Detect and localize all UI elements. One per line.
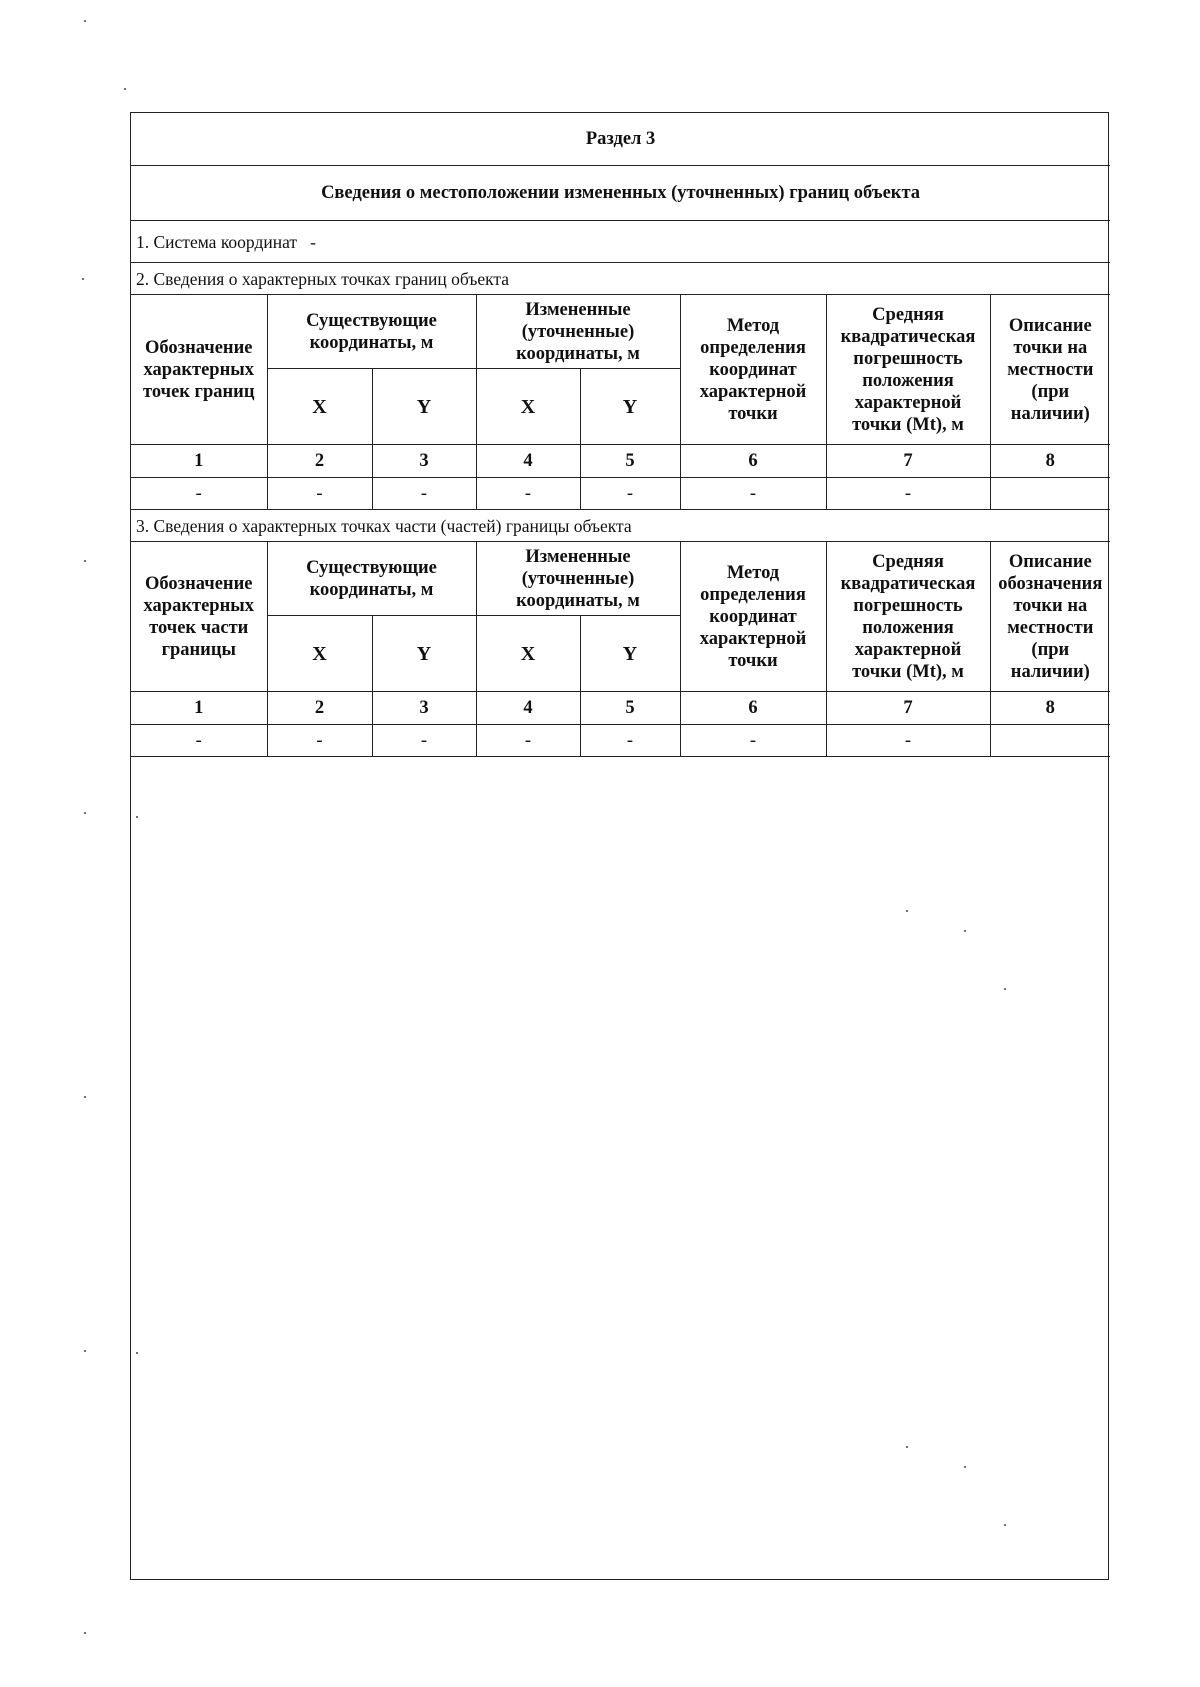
table2-header-method: Метод определения координат характерной точки (680, 542, 826, 692)
table1-cell: - (267, 478, 372, 510)
table1-cell: - (476, 478, 580, 510)
table-row (131, 725, 1110, 757)
scan-speck (1004, 1524, 1006, 1526)
table1-header-description: Описание точки на местности (при наличии) (990, 295, 1110, 445)
table1-col-number: 8 (990, 445, 1110, 478)
table2-number-row (131, 692, 1110, 725)
table1-cell: - (580, 478, 680, 510)
table1-header-existing-x: X (267, 369, 372, 445)
table1-header-designation: Обозначение характерных точек границ (131, 295, 267, 445)
scan-speck (136, 816, 138, 818)
table2-cell: - (476, 725, 580, 757)
scan-speck (906, 1446, 908, 1448)
table2-cell: - (680, 725, 826, 757)
table2-cell: - (372, 725, 476, 757)
table1-cell: - (131, 478, 267, 510)
table-row (131, 478, 1110, 510)
table2-col-number: 4 (476, 692, 580, 725)
table1-col-number: 5 (580, 445, 680, 478)
table2-header-error: Средняя квадратическая погрешность положения характерной точки (Mt), м (826, 542, 990, 692)
table2-col-number: 7 (826, 692, 990, 725)
table2-col-number: 8 (990, 692, 1110, 725)
table2-cell (990, 725, 1110, 757)
table1-cell: - (372, 478, 476, 510)
table1-header-existing-y: Y (372, 369, 476, 445)
table2-header-changed-y: Y (580, 616, 680, 692)
scan-speck (84, 1350, 86, 1352)
scan-speck (964, 930, 966, 932)
table2-header-existing: Существующие координаты, м (267, 542, 476, 616)
table2-caption: 3. Сведения о характерных точках части (частей) границы объекта (131, 510, 1110, 542)
table2-cell: - (580, 725, 680, 757)
table2-col-number: 5 (580, 692, 680, 725)
scan-speck (84, 812, 86, 814)
table2-cell: - (826, 725, 990, 757)
section-title: Сведения о местоположении измененных (уточненных) границ объекта (131, 166, 1110, 221)
table1-col-number: 7 (826, 445, 990, 478)
table1-header-changed-y: Y (580, 369, 680, 445)
table1-col-number: 4 (476, 445, 580, 478)
table2-header-changed-x: X (476, 616, 580, 692)
table1-header-error: Средняя квадратическая погрешность положения характерной точки (Mt), м (826, 295, 990, 445)
table1-cell: - (826, 478, 990, 510)
coordinate-system-label: 1. Система координат (136, 231, 298, 252)
scan-speck (84, 20, 86, 22)
section-table (131, 113, 1110, 757)
table2-col-number: 1 (131, 692, 267, 725)
table2-col-number: 6 (680, 692, 826, 725)
scan-speck (84, 560, 86, 562)
scan-speck (124, 88, 126, 90)
table2-header-changed: Измененные (уточненные) координаты, м (476, 542, 680, 616)
table1-col-number: 2 (267, 445, 372, 478)
table1-number-row (131, 445, 1110, 478)
table1-header-changed: Измененные (уточненные) координаты, м (476, 295, 680, 369)
table2-cell: - (267, 725, 372, 757)
coordinate-system-row (131, 221, 1110, 263)
table2-header-description: Описание обозначения точки на местности (при наличии) (990, 542, 1110, 692)
table1-header-changed-x: X (476, 369, 580, 445)
scan-speck (84, 1632, 86, 1634)
table1-cell (990, 478, 1110, 510)
scan-speck (906, 910, 908, 912)
table2-header-existing-y: Y (372, 616, 476, 692)
table1-header-method: Метод определения координат характерной точки (680, 295, 826, 445)
document-frame (130, 112, 1109, 1580)
table2-header-designation: Обозначение характерных точек части границы (131, 542, 267, 692)
coordinate-system-value: - (310, 231, 316, 252)
table2-col-number: 2 (267, 692, 372, 725)
table1-cell: - (680, 478, 826, 510)
table2-header-existing-x: X (267, 616, 372, 692)
table1-col-number: 6 (680, 445, 826, 478)
scan-speck (82, 278, 84, 280)
table1-col-number: 3 (372, 445, 476, 478)
table2-col-number: 3 (372, 692, 476, 725)
table1-caption: 2. Сведения о характерных точках границ объекта (131, 263, 1110, 295)
scan-speck (84, 1096, 86, 1098)
scan-speck (136, 1352, 138, 1354)
section-label: Раздел 3 (131, 113, 1110, 166)
table1-col-number: 1 (131, 445, 267, 478)
scan-speck (964, 1466, 966, 1468)
table2-cell: - (131, 725, 267, 757)
table1-header-existing: Существующие координаты, м (267, 295, 476, 369)
scan-speck (1004, 988, 1006, 990)
